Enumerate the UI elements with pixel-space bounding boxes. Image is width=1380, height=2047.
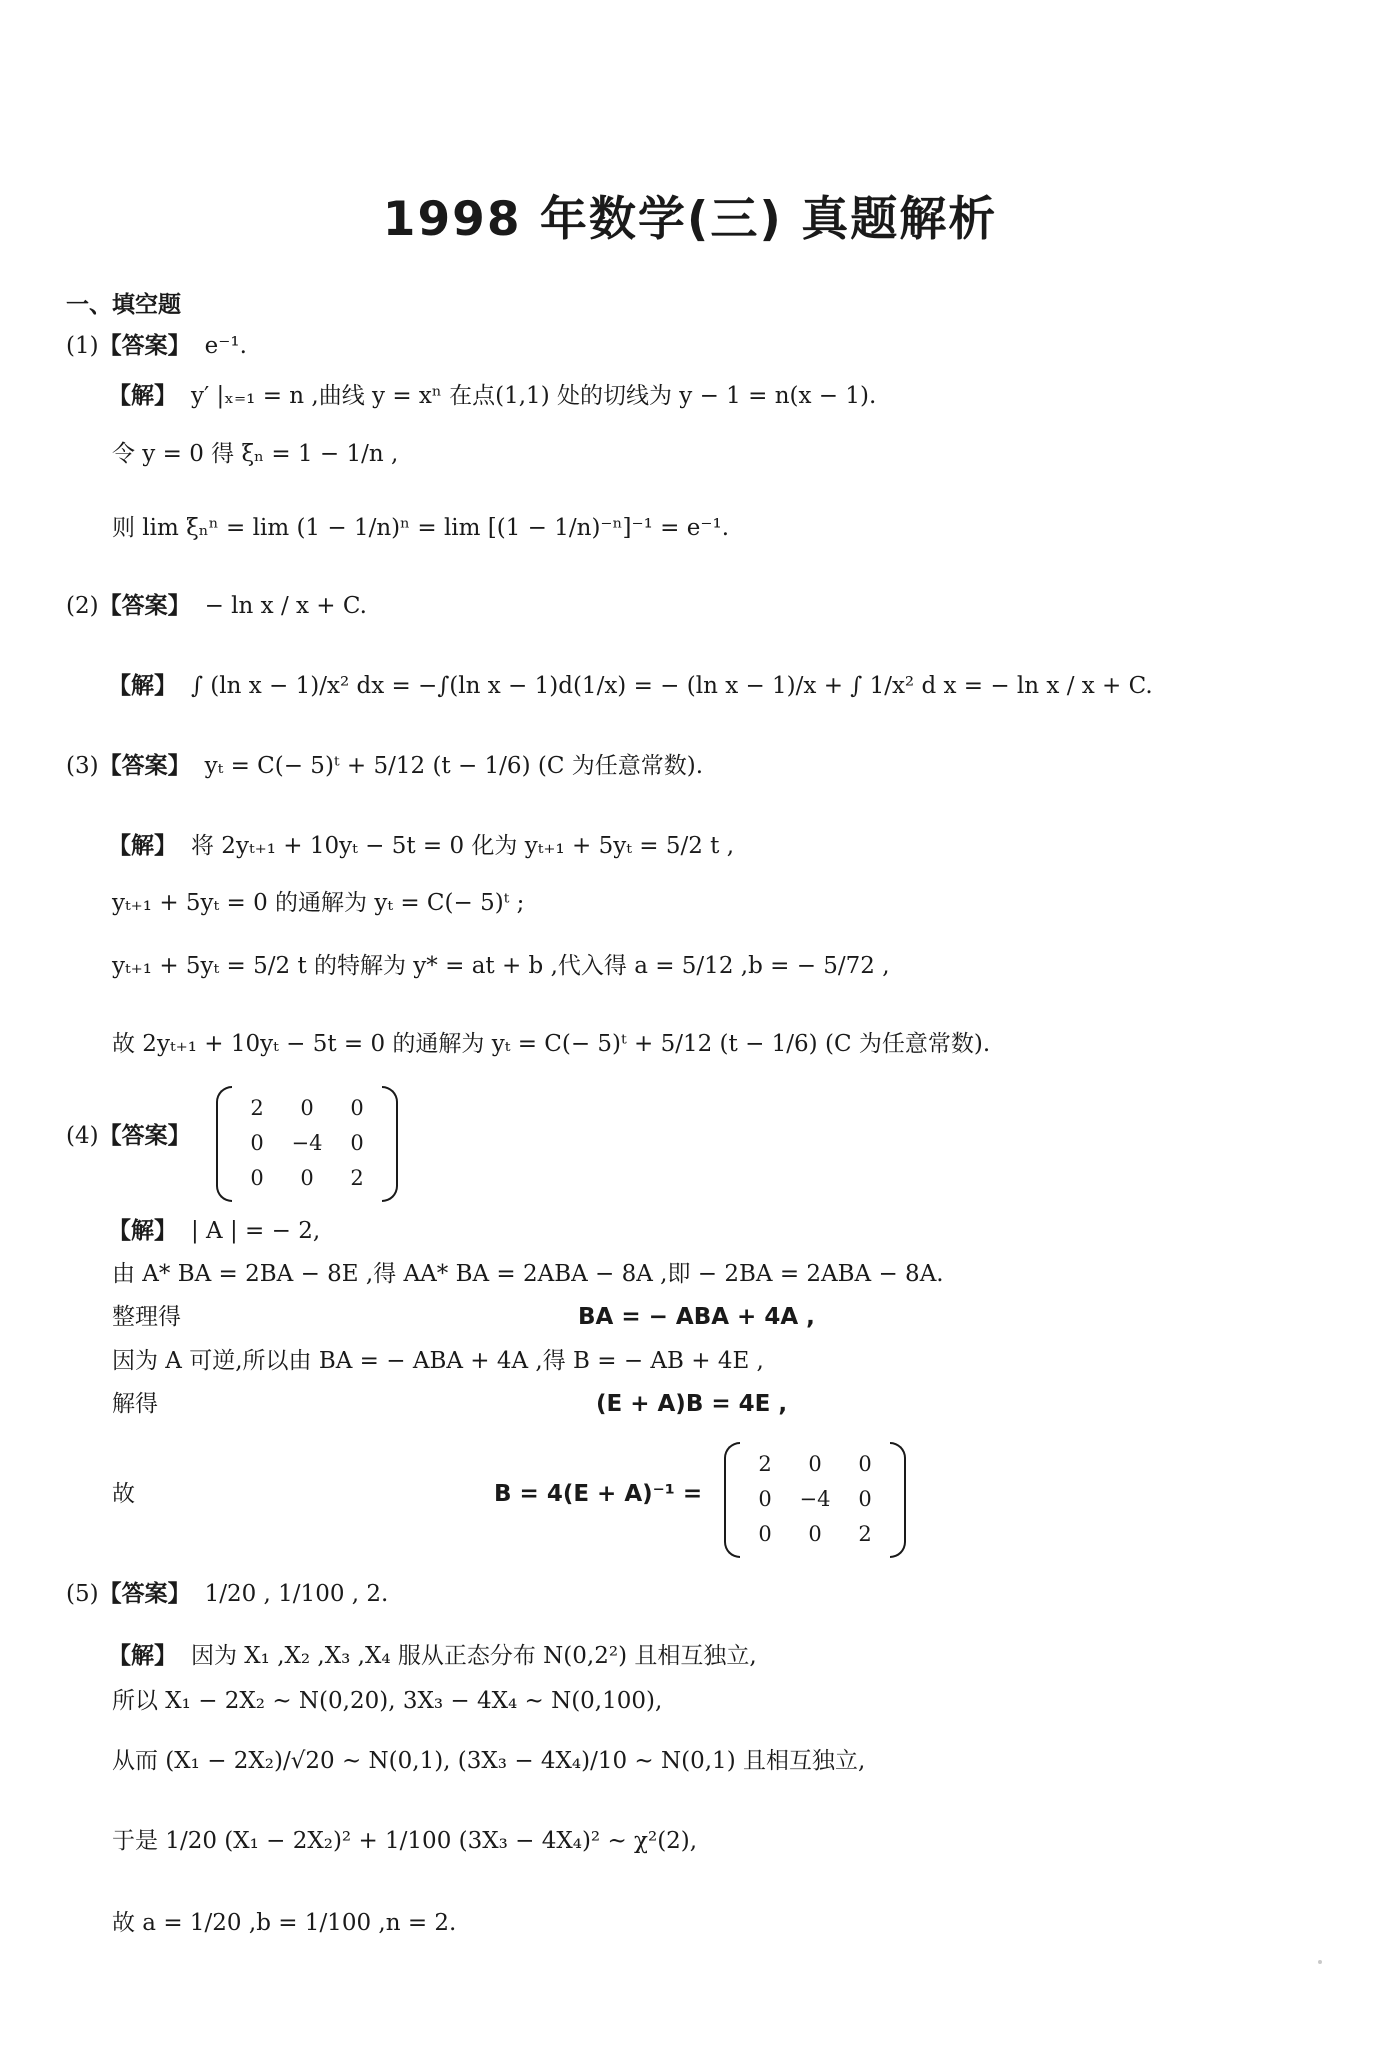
section-heading: 一、填空题 <box>66 292 181 318</box>
left-paren <box>216 1086 232 1202</box>
matrix-cell: 2 <box>350 1165 364 1190</box>
q3-answer: yₜ = C(− 5)ᵗ + 5/12 (t − 1/6) (C 为任意常数). <box>204 753 704 779</box>
q3-answer-line <box>66 755 703 778</box>
q4-solution-line-3b: BA = − ABA + 4A , <box>578 1304 815 1330</box>
q5-solution-line-2: 所以 X₁ − 2X₂ ~ N(0,20), 3X₃ − 4X₄ ~ N(0,100), <box>112 1688 663 1714</box>
q2-solution-text-1: ∫ (ln x − 1)/x² dx = −∫(ln x − 1)d(1/x) = − (ln x − 1)/x + ∫ 1/x² d x = − ln x / x + C. <box>191 673 1153 699</box>
q1-answer-line <box>66 335 247 358</box>
q1-solution-line-1 <box>108 385 876 408</box>
q2-solution-line-1 <box>108 675 1153 698</box>
q1-number: (1) <box>66 333 99 359</box>
q4-solution-line-6b: B = 4(E + A)⁻¹ = <box>494 1481 703 1507</box>
right-paren <box>382 1086 398 1202</box>
q1-solution-line-2: 令 y = 0 得 ξₙ = 1 − 1/n , <box>112 441 399 467</box>
page-title: 1998 年数学(三) 真题解析 <box>382 192 998 247</box>
q5-solution-line-5: 故 a = 1/20 ,b = 1/100 ,n = 2. <box>112 1910 457 1936</box>
q4-solution-text-1: | A | = − 2, <box>191 1218 321 1244</box>
q3-solution-line-2: yₜ₊₁ + 5yₜ = 0 的通解为 yₜ = C(− 5)ᵗ ; <box>112 890 525 916</box>
q2-solution-tag: 【解】 <box>108 673 177 699</box>
scan-speck <box>1318 1960 1322 1964</box>
q4-answer-line <box>66 1125 205 1148</box>
q4-solution-line-1 <box>108 1220 320 1243</box>
q1-answer-tag: 【答案】 <box>98 333 191 359</box>
q3-solution-tag: 【解】 <box>108 833 177 859</box>
q3-answer-tag: 【答案】 <box>98 753 191 779</box>
q5-solution-tag: 【解】 <box>108 1643 177 1669</box>
q1-solution-text-1: y′ |ₓ₌₁ = n ,曲线 y = xⁿ 在点(1,1) 处的切线为 y − 1 = n(x − 1). <box>191 383 877 409</box>
matrix-cell: 0 <box>250 1130 264 1155</box>
q4-solution-tag: 【解】 <box>108 1218 177 1244</box>
q1-answer: e⁻¹. <box>204 333 247 359</box>
q4-solution-line-5a: 解得 <box>112 1391 158 1417</box>
q5-solution-line-4: 于是 1/20 (X₁ − 2X₂)² + 1/100 (3X₃ − 4X₄)² ~ χ²(2), <box>112 1828 698 1854</box>
matrix-cell: 0 <box>758 1486 772 1511</box>
q5-answer: 1/20 , 1/100 , 2. <box>204 1581 389 1607</box>
matrix-table <box>740 1446 890 1551</box>
q4-solution-line-5b: (E + A)B = 4E , <box>596 1391 788 1417</box>
q1-solution-line-3: 则 lim ξₙⁿ = lim (1 − 1/n)ⁿ = lim [(1 − 1/n)⁻ⁿ]⁻¹ = e⁻¹. <box>112 515 730 541</box>
matrix-cell: 0 <box>350 1095 364 1120</box>
q5-answer-line <box>66 1583 388 1606</box>
q2-answer: − ln x / x + C. <box>204 593 367 619</box>
q5-solution-text-1: 因为 X₁ ,X₂ ,X₃ ,X₄ 服从正态分布 N(0,2²) 且相互独立, <box>191 1643 757 1669</box>
q4-solution-line-4: 因为 A 可逆,所以由 BA = − ABA + 4A ,得 B = − AB + 4E , <box>112 1348 764 1374</box>
q4-answer-tag: 【答案】 <box>98 1123 191 1149</box>
matrix-cell: 2 <box>758 1451 772 1476</box>
q5-solution-line-3: 从而 (X₁ − 2X₂)/√20 ~ N(0,1), (3X₃ − 4X₄)/10 ~ N(0,1) 且相互独立, <box>112 1748 866 1774</box>
q5-number: (5) <box>66 1581 99 1607</box>
matrix-cell: −4 <box>799 1486 831 1511</box>
q1-solution-tag: 【解】 <box>108 383 177 409</box>
matrix-cell: 0 <box>858 1451 872 1476</box>
matrix-cell: 2 <box>250 1095 264 1120</box>
q4-number: (4) <box>66 1123 99 1149</box>
matrix-cell: 0 <box>858 1486 872 1511</box>
q2-answer-tag: 【答案】 <box>98 593 191 619</box>
matrix-cell: 0 <box>300 1095 314 1120</box>
q3-number: (3) <box>66 753 99 779</box>
q4-solution-line-3a: 整理得 <box>112 1304 181 1330</box>
q3-solution-line-4: 故 2yₜ₊₁ + 10yₜ − 5t = 0 的通解为 yₜ = C(− 5)ᵗ + 5/12 (t − 1/6) (C 为任意常数). <box>112 1031 991 1057</box>
matrix-cell: 0 <box>758 1521 772 1546</box>
q4-result-matrix <box>724 1446 906 1551</box>
q5-answer-tag: 【答案】 <box>98 1581 191 1607</box>
q2-answer-line <box>66 595 367 618</box>
q4-solution-line-6a: 故 <box>112 1481 135 1507</box>
matrix-table <box>232 1090 382 1195</box>
right-paren <box>890 1442 906 1558</box>
q4-answer-matrix <box>216 1090 398 1195</box>
q5-solution-line-1 <box>108 1645 757 1668</box>
matrix-cell: −4 <box>291 1130 323 1155</box>
matrix-cell: 0 <box>300 1165 314 1190</box>
q4-solution-line-2: 由 A* BA = 2BA − 8E ,得 AA* BA = 2ABA − 8A ,即 − 2BA = 2ABA − 8A. <box>112 1261 944 1287</box>
matrix-cell: 0 <box>808 1451 822 1476</box>
q3-solution-line-1 <box>108 835 734 858</box>
matrix-cell: 0 <box>350 1130 364 1155</box>
q3-solution-line-3: yₜ₊₁ + 5yₜ = 5/2 t 的特解为 y* = at + b ,代入得 a = 5/12 ,b = − 5/72 , <box>112 953 890 979</box>
left-paren <box>724 1442 740 1558</box>
q3-solution-text-1: 将 2yₜ₊₁ + 10yₜ − 5t = 0 化为 yₜ₊₁ + 5yₜ = 5/2 t , <box>191 833 735 859</box>
matrix-cell: 0 <box>808 1521 822 1546</box>
matrix-cell: 2 <box>858 1521 872 1546</box>
q2-number: (2) <box>66 593 99 619</box>
matrix-cell: 0 <box>250 1165 264 1190</box>
